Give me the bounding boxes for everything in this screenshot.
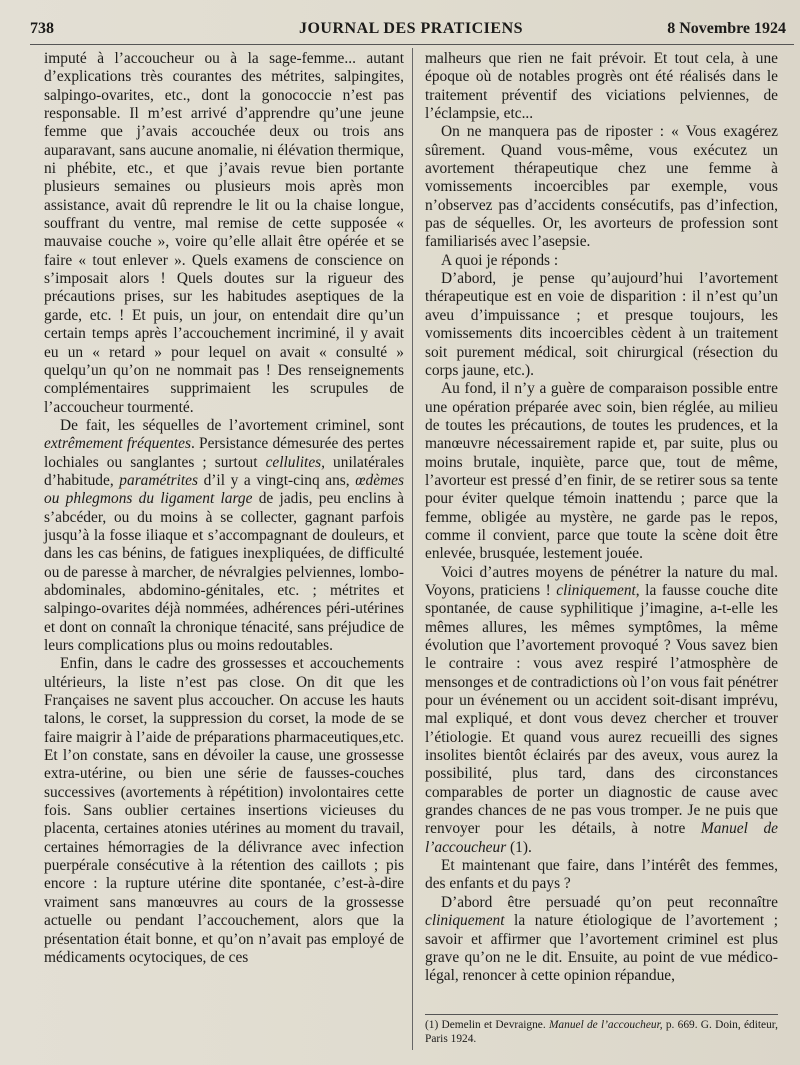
paragraph: Et maintenant que faire, dans l’intérêt des femmes, des enfants et du pays ? bbox=[425, 857, 778, 893]
paragraph: De fait, les séquelles de l’avortement criminel, sont extrêmement fréquentes. Persistance démesurée des pertes lochiales ou sanglantes ; surtout cellulites, unilatérales d’habitude, paramétrites d’il y a vingt-cinq ans, œdèmes ou phlegmons du ligament large de jadis, peu enclins à s’abcéder, ou du moins à se collecter, gagnant parfois jusqu’à la fosse iliaque et s’accompagnant de douleurs, et dans les cas bénins, de fatigues inexpliquées, de difficulté ou de paresse à marcher, de névralgies pelviennes, lombo-abdominales, abdomino-génitales, etc. ; métrites et salpingo-ovarites déjà nommées, adhérences péri-utérines et dont on connaît la chronique ténacité, sans préjudice de leurs complications plus ou moins redoutables. bbox=[44, 416, 405, 654]
footnote: (1) Demelin et Devraigne. Manuel de l’accoucheur, p. 669. G. Doin, éditeur, Paris 1924. bbox=[425, 1019, 778, 1045]
footnote-rule bbox=[425, 1014, 778, 1015]
journal-title: JOURNAL DES PRATICIENS bbox=[298, 20, 524, 37]
paragraph: Au fond, il n’y a guère de comparaison possible entre une opération préparée avec soin, bien réglée, au milieu de toutes les précautions, de toutes les prudences, et la manœuvre nécessairement rapide et, par suite, plus ou moins brutale, inquiète, parce que, tout de même, l’avorteur est pressé d’en finir, de se retirer sous sa tente pour éviter quelque témoin inattendu ; parce que la femme, obligée au mystère, ne garde pas le repos, comme il convient, parce que toute la scène doit être enlevée, brusquée, lestement jouée. bbox=[425, 380, 778, 563]
footnote-authors: Demelin et Devraigne. bbox=[441, 1019, 546, 1031]
column-divider bbox=[412, 48, 413, 1050]
left-column bbox=[44, 50, 404, 967]
paragraph: malheurs que rien ne fait prévoir. Et tout cela, à une époque où de notables progrès ont été réalisés dans le traitement préventif des viciations pelviennes, de l’éclampsie, etc... bbox=[425, 50, 778, 123]
issue-date: 8 Novembre 1924 bbox=[667, 20, 786, 37]
paragraph: D’abord être persuadé qu’on peut reconnaître cliniquement la nature étiologique de l’avortement ; savoir et affirmer que l’avortement criminel est plus grave qu’on ne le dit. Ensuite, au point de vue médico-légal, renoncer à cette opinion répandue, bbox=[425, 893, 778, 985]
paragraph: On ne manquera pas de riposter : « Vous exagérez sûrement. Quand vous-même, vous exécutez un avortement thérapeutique chez une femme à vomissements incoercibles par exemple, vous n’observez pas d’accidents consécutifs, pas d’infection, pas de séquelles. Or, les avorteurs de profession sont familiarisés avec l’asepsie. bbox=[425, 123, 778, 251]
paragraph: A quoi je réponds : bbox=[441, 251, 559, 269]
header-rule bbox=[30, 44, 794, 45]
paragraph: Enfin, dans le cadre des grossesses et accouchements ultérieurs, la liste n’est pas close. On dit que les Françaises ne savent plus accoucher. On accuse les hauts talons, le corset, la suppression du corset, la mode de se faire maigrir à l’aide de préparations pharmaceutiques,etc. Et l’on constate, sans en dévoiler la cause, une grossesse extra-utérine, ou bien une série de fausses-couches successives (avortements à répétition) involontaires cette fois. Sans oublier certaines insertions vicieuses du placenta, certaines atonies utérines au moment du travail, certaines hémorragies de la délivrance avec infection puerpérale consécutive à la rétention des caillots ; pis encore : la rupture utérine dite spontanée, c’est-à-dire vraiment sans manœuvres au cours de la grossesse actuelle ou pendant l’accouchement, alors que la présentation était bonne, et qu’on n’avait pas employé de médicaments ocytociques, de ces bbox=[44, 655, 404, 966]
footnote-title: Manuel de l’accoucheur, bbox=[548, 1019, 663, 1031]
paragraph: D’abord, je pense qu’aujourd’hui l’avortement thérapeutique est en voie de disparition : il n’est qu’un aveu d’impuissance ; et presque toujours, les vomissements dits incoercibles cèdent à un traitement soit purement médical, soit chirurgical (résection du corps jaune, etc.). bbox=[425, 270, 778, 379]
paragraph: Voici d’autres moyens de pénétrer la nature du mal. Voyons, praticiens ! cliniquement, la fausse couche dite spontanée, de cause syphilitique j’imagine, a-t-elle les mêmes allures, les mêmes symptômes, la même évolution que l’avortement provoqué ? Vous savez bien le contraire : vous avez respiré l’atmosphère de mensonges et de contradictions où l’on vous fait pénétrer pour un événement ou un accident soit-disant imprévu, mal expliqué, et dont vous devez chercher et trouver l’étiologie. Et quand vous aurez recueilli des signes insolites bientôt éclairés par des aveux, vous aurez la possibilité, plus tard, dans des circonstances comparables de porter un diagnostic de cause avec grandes chances de ne pas vous tromper. Je ne puis que renvoyer pour les détails, à notre Manuel de l’accoucheur (1). bbox=[425, 563, 778, 856]
page-number: 738 bbox=[30, 20, 54, 37]
page-header bbox=[30, 20, 792, 44]
right-column bbox=[425, 50, 778, 986]
paragraph: imputé à l’accoucheur ou à la sage-femme... autant d’explications très courantes des métrites, salpingites, salpingo-ovarites, etc., dont la gonococcie n’est pas responsable. Il m’est arrivé d’apprendre qu’une jeune femme que j’avais accouchée deux ou trois ans auparavant, sans aucune anomalie, ni élévation thermique, ni phébite, etc., et que j’avais revue bien portante plusieurs semaines ou plusieurs mois après mon assistance, avait dû reprendre le lit ou la chaise longue, souffrant du ventre, mal remise de cette supposée « mauvaise couche », voire qu’elle allait être opérée et se faire « tout enlever ». Quels examens de conscience on s’imposait alors ! Quels doutes sur la rigueur des précautions prises, sur les habitudes aseptiques de la garde, etc. ! Et puis, un jour, on entendait dire qu’un certain temps après l’accouchement incriminé, il y avait eu un « retard » pour lequel on avait « consulté » quelqu’un qu’on ne nommait pas ! Des renseignements complémentaires supprimaient les scrupules de l’accoucheur tourmenté. bbox=[44, 50, 404, 416]
